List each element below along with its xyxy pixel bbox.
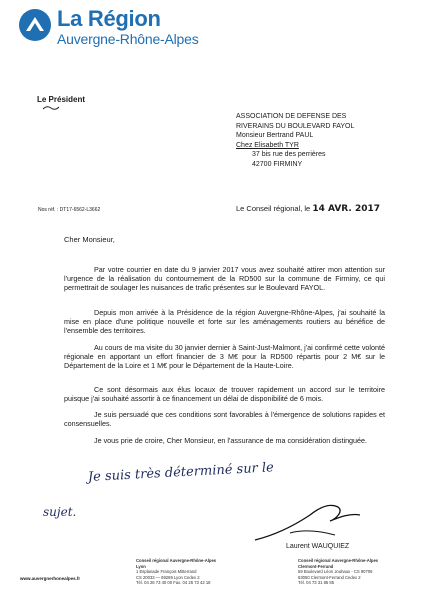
office-line: Tél. 04 26 73 40 00 Fax. 04 26 73 42 18 <box>136 580 211 586</box>
paragraph: Depuis mon arrivée à la Présidence de la région Auvergne-Rhône-Alpes, j'ai souhaité la mise en place d'une politique nouvelle et forte sur les aménagements routiers au bénéfice de l'ensemble des territoires. <box>64 308 385 336</box>
paragraph: Au cours de ma visite du 30 janvier dernier à Saint-Just-Malmont, j'ai confirmé cette volonté régionale en apportant un effort financier de 3 M€ pour la RD500 répartis pour 2 M€ sur le Département de la Loire et 1 M€ pour le Département de la Haute-Loire. <box>64 343 386 371</box>
region-logo-icon <box>18 8 52 42</box>
recipient-line: 42700 FIRMINY <box>252 160 303 168</box>
office-address-lyon <box>136 558 236 586</box>
logo-subtitle: Auvergne-Rhône-Alpes <box>57 31 199 47</box>
footer-website: www.auvergnerhonealpes.fr <box>20 576 81 581</box>
signatory-name: Laurent WAUQUIEZ <box>286 543 350 550</box>
reference-number: Nos réf. : DT17-6562-L3662 <box>38 207 101 213</box>
salutation: Cher Monsieur, <box>64 235 115 244</box>
office-line: Tél. 04 73 31 85 85 <box>298 580 335 586</box>
recipient-line: 37 bis rue des perrières <box>252 151 326 159</box>
recipient-line: Chez Elisabeth TYR <box>236 141 299 149</box>
date-prefix: Le Conseil régional, le <box>236 204 311 213</box>
office-line: 59 Boulevard Léon Jouhaux - CS 90706 <box>298 569 373 575</box>
sender-role: Le Président <box>37 95 86 104</box>
paragraph: Je suis persuadé que ces conditions sont favorables à l'émergence de solutions rapides et consensuelles. <box>64 410 385 429</box>
office-line: 63050 Clermont-Ferrand Cedex 2 <box>298 574 361 580</box>
office-address-clermont <box>298 558 408 586</box>
date-stamp: 14 AVR. 2017 <box>312 204 380 214</box>
signature-image <box>250 495 370 545</box>
office-line: CS 20033 — 69269 Lyon Cedex 2 <box>136 574 200 580</box>
office-city: Clermont-Ferrand <box>298 563 334 569</box>
date-line <box>236 204 380 214</box>
recipient-address <box>236 112 354 170</box>
handwritten-closing: sujet. <box>43 505 77 519</box>
initials-scribble <box>42 104 60 112</box>
office-title: Conseil régional Auvergne-Rhône-Alpes <box>298 558 379 563</box>
office-city: Lyon <box>136 563 146 569</box>
paragraph: Ce sont désormais aux élus locaux de trouver rapidement un accord sur le territoire puisque j'ai souhaité assortir à ce financement un délai de disponibilité de 6 mois. <box>64 385 385 404</box>
recipient-line: RIVERAINS DU BOULEVARD FAYOL <box>236 122 355 130</box>
office-title: Conseil régional Auvergne-Rhône-Alpes <box>136 558 217 563</box>
office-line: 1 Esplanade François Mitterrand <box>136 569 197 575</box>
recipient-line: Monsieur Bertrand PAUL <box>236 132 314 140</box>
recipient-line: ASSOCIATION DE DEFENSE DES <box>236 113 347 120</box>
paragraph: Je vous prie de croire, Cher Monsieur, en l'assurance de ma considération distinguée. <box>94 436 368 445</box>
logo-title: La Région <box>57 6 161 31</box>
paragraph: Par votre courrier en date du 9 janvier 2017 vous avez souhaité attirer mon attention sur l'urgence de la réalisation du contournement de la RD500 sur la commune de Firminy, ce qui permettrait de soulager les nuisances de trafic présentes sur le Boulevard FAYOL. <box>64 265 385 293</box>
handwritten-note: Je suis très déterminé sur le <box>87 460 275 485</box>
